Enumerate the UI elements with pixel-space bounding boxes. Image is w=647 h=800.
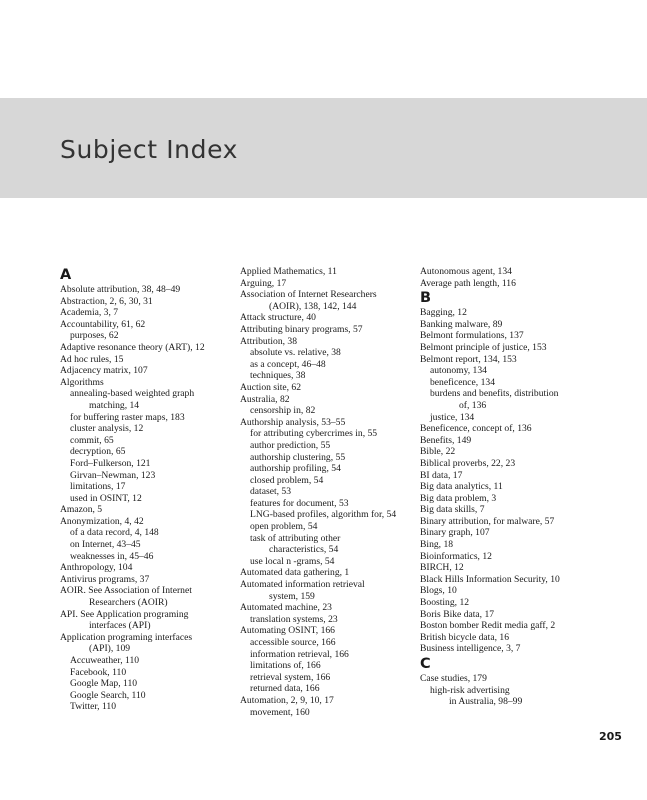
page-title: Subject Index: [60, 135, 239, 164]
index-entry: Adjacency matrix, 107: [60, 365, 148, 377]
section-letter: A: [60, 267, 72, 283]
index-subentry: interfaces (API): [89, 620, 151, 632]
index-subentry: Google Map, 110: [70, 678, 138, 690]
index-subentry: translation systems, 23: [250, 613, 338, 625]
index-entry: Ad hoc rules, 15: [60, 353, 124, 365]
index-column-1: [60, 266, 232, 713]
index-subentry: for buffering raster maps, 183: [70, 411, 185, 423]
index-entry: Boris Bike data, 17: [420, 608, 495, 620]
index-subentry: burdens and benefits, distribution: [430, 388, 559, 400]
index-entry: Big data problem, 3: [420, 492, 497, 504]
index-subentry: as a concept, 46–48: [250, 358, 326, 370]
index-subentry: purposes, 62: [70, 330, 119, 342]
index-subentry: Researchers (AOIR): [89, 597, 168, 609]
index-subentry: features for document, 53: [250, 497, 349, 509]
index-subentry: LNG-based profiles, algorithm for, 54: [250, 509, 397, 521]
index-entry: Arguing, 17: [240, 277, 287, 289]
index-entry: Antivirus programs, 37: [60, 573, 150, 585]
index-subentry: annealing-based weighted graph: [70, 388, 195, 400]
index-subentry: absolute vs. relative, 38: [250, 347, 341, 359]
index-subentry: Twitter, 110: [70, 701, 117, 713]
index-subentry: (API), 109: [89, 643, 131, 655]
index-entry: Bible, 22: [420, 446, 456, 458]
index-subentry: authorship clustering, 55: [250, 451, 346, 463]
index-entry: Academia, 3, 7: [60, 307, 119, 319]
index-entry: Beneficence, concept of, 136: [420, 423, 532, 435]
index-entry: Bioinformatics, 12: [420, 550, 492, 562]
index-entry: Anthropology, 104: [60, 562, 133, 574]
index-entry: Absolute attribution, 38, 48–49: [60, 284, 181, 295]
index-entry: Bing, 18: [420, 539, 454, 551]
index-subentry: beneficence, 134: [430, 376, 495, 388]
index-entry: BIRCH, 12: [420, 562, 464, 574]
index-entry: Bagging, 12: [420, 307, 467, 319]
index-entry: Average path length, 116: [420, 277, 516, 289]
index-subentry: limitations, 17: [70, 481, 126, 493]
index-entry: Binary graph, 107: [420, 527, 490, 539]
index-entry: Application programing interfaces: [60, 631, 193, 643]
index-subentry: open problem, 54: [250, 521, 318, 533]
index-subentry: autonomy, 134: [430, 365, 487, 377]
index-subentry: Google Search, 110: [70, 689, 146, 701]
index-entry: Abstraction, 2, 6, 30, 31: [60, 295, 153, 307]
index-entry: Automated information retrieval: [240, 579, 365, 591]
index-entry: Applied Mathematics, 11: [240, 266, 337, 277]
index-subentry: accessible source, 166: [250, 637, 336, 648]
index-entry: Automating OSINT, 166: [240, 625, 335, 637]
index-subentry: high-risk advertising: [430, 684, 510, 696]
index-subentry: retrieval system, 166: [250, 671, 331, 683]
index-entry: AOIR. See Association of Internet: [60, 585, 192, 597]
index-entry: Belmont formulations, 137: [420, 330, 524, 342]
index-subentry: weaknesses in, 45–46: [70, 550, 154, 562]
index-column-2: [240, 266, 415, 718]
index-entry: Attributing binary programs, 57: [240, 323, 363, 335]
index-subentry: for attributing cybercrimes in, 55: [250, 428, 378, 440]
index-subentry: cluster analysis, 12: [70, 423, 144, 435]
index-entry: Benefits, 149: [420, 434, 472, 446]
index-entry: Case studies, 179: [420, 673, 487, 684]
index-entry: Business intelligence, 3, 7: [420, 643, 521, 655]
index-subentry: task of attributing other: [250, 532, 341, 544]
index-subentry: on Internet, 43–45: [70, 539, 141, 551]
page-number: 205: [599, 730, 622, 743]
index-entry: Boosting, 12: [420, 597, 470, 609]
index-entry: Attribution, 38: [240, 335, 298, 347]
index-entry: Biblical proverbs, 22, 23: [420, 457, 516, 469]
index-subentry: of a data record, 4, 148: [70, 527, 159, 539]
index-entry: Big data skills, 7: [420, 504, 485, 516]
index-entry: Binary attribution, for malware, 57: [420, 515, 555, 527]
index-entry: Black Hills Information Security, 10: [420, 573, 560, 585]
index-subentry: author prediction, 55: [250, 439, 331, 451]
index-entry: Authorship analysis, 53–55: [240, 416, 346, 428]
index-entry: Big data analytics, 11: [420, 481, 503, 493]
title-banner: [0, 98, 647, 198]
index-entry: British bicycle data, 16: [420, 631, 509, 643]
index-subentry: censorship in, 82: [250, 405, 316, 417]
index-entry: Amazon, 5: [60, 504, 103, 516]
index-entry: Algorithms: [60, 376, 104, 388]
index-subentry: decryption, 65: [70, 446, 126, 458]
index-subentry: characteristics, 54: [269, 544, 339, 556]
index-subentry: of, 136: [459, 399, 487, 411]
index-subentry: dataset, 53: [250, 486, 292, 498]
index-subentry: movement, 160: [250, 706, 310, 718]
index-subentry: justice, 134: [430, 411, 475, 423]
section-letter: C: [420, 656, 431, 672]
section-letter: B: [420, 290, 432, 307]
index-entry: Belmont principle of justice, 153: [420, 341, 547, 353]
index-subentry: techniques, 38: [250, 370, 306, 382]
index-entry: Association of Internet Researchers: [240, 289, 377, 301]
index-subentry: authorship profiling, 54: [250, 463, 341, 475]
index-entry: Auction site, 62: [240, 381, 302, 393]
index-subentry: Accuweather, 110: [70, 655, 140, 666]
index-subentry: Facebook, 110: [70, 666, 127, 678]
index-entry: Automated machine, 23: [240, 602, 332, 614]
index-entry: Australia, 82: [240, 393, 290, 405]
index-subentry: Ford–Fulkerson, 121: [70, 457, 151, 469]
index-column-3: [420, 266, 595, 708]
index-subentry: information retrieval, 166: [250, 648, 349, 660]
index-subentry: matching, 14: [89, 399, 140, 411]
index-entry: BI data, 17: [420, 469, 463, 481]
index-entry: Attack structure, 40: [240, 312, 316, 324]
index-entry: Boston bomber Redit media gaff, 2: [420, 620, 556, 632]
index-entry: Autonomous agent, 134: [420, 266, 512, 277]
index-subentry: Girvan–Newman, 123: [70, 469, 156, 481]
index-entry: Adaptive resonance theory (ART), 12: [60, 341, 205, 353]
index-entry: Anonymization, 4, 42: [60, 515, 144, 527]
index-subentry: use local n -grams, 54: [250, 555, 335, 567]
index-entry: Belmont report, 134, 153: [420, 353, 517, 365]
index-entry: Automated data gathering, 1: [240, 567, 350, 579]
index-subentry: used in OSINT, 12: [70, 492, 142, 504]
index-subentry: limitations of, 166: [250, 660, 321, 672]
index-entry: Blogs, 10: [420, 585, 457, 597]
index-subentry: system, 159: [269, 590, 315, 602]
index-subentry: returned data, 166: [250, 683, 320, 695]
index-subentry: commit, 65: [70, 434, 114, 446]
index-subentry: closed problem, 54: [250, 474, 324, 486]
index-entry: Banking malware, 89: [420, 318, 503, 330]
index-subentry: (AOIR), 138, 142, 144: [269, 300, 357, 312]
index-entry: API. See Application programing: [60, 608, 189, 620]
index-entry: Automation, 2, 9, 10, 17: [240, 694, 334, 706]
index-entry: Accountability, 61, 62: [60, 318, 146, 330]
index-subentry: in Australia, 98–99: [449, 696, 523, 708]
